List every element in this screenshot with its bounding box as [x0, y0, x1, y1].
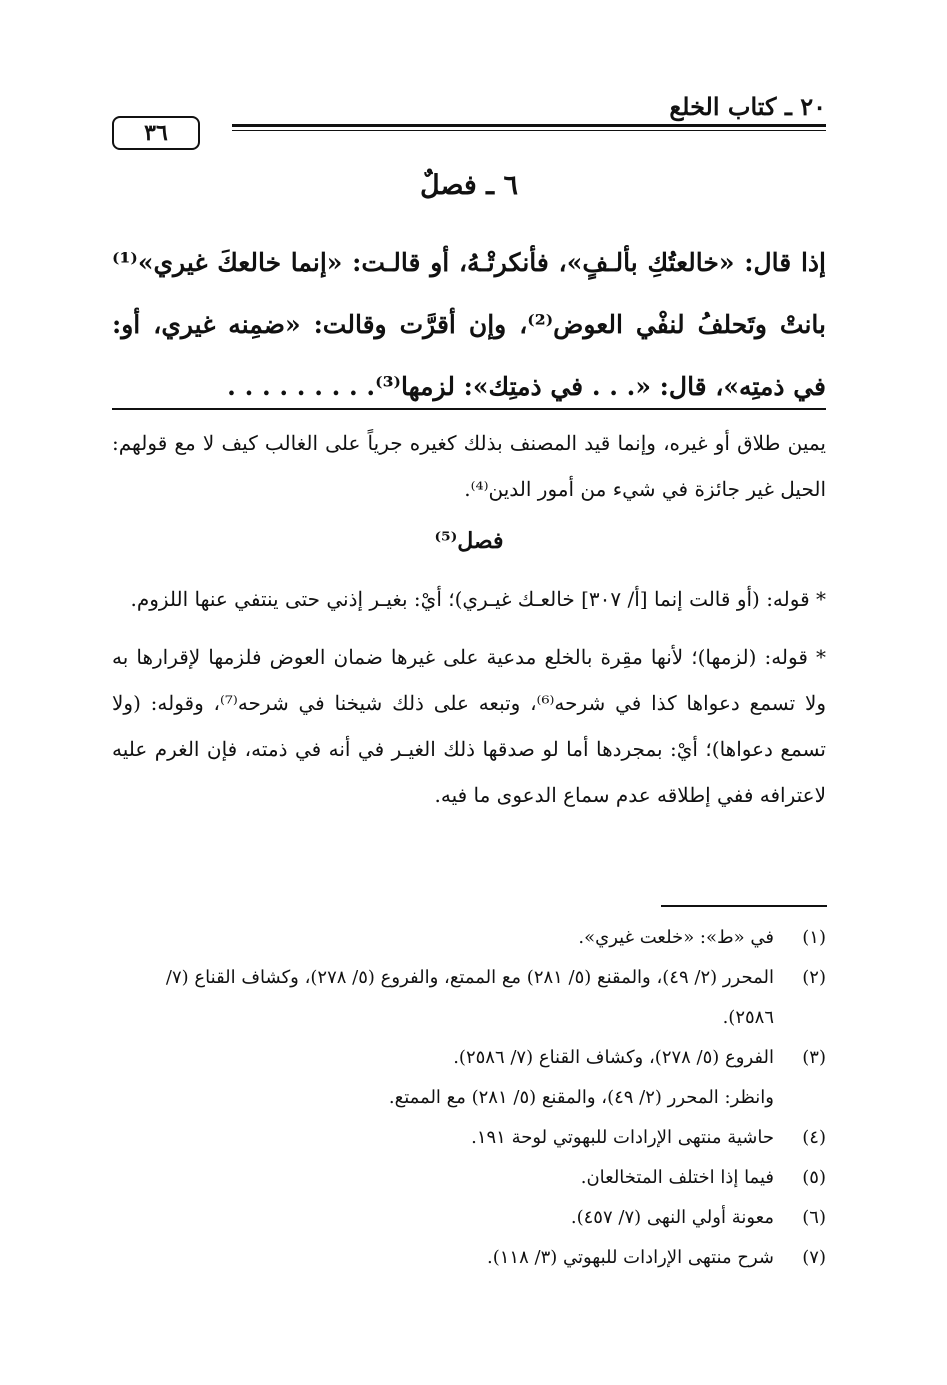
footnote-text: المحرر (٢/ ٤٩)، والمقنع (٥/ ٢٨١) مع الممتع، والفروع (٥/ ٢٧٨)، وكشاف القناع (٧/ ٢٥٨٦).	[165, 967, 774, 1028]
footnote-item	[112, 1038, 826, 1118]
footnote-item	[112, 1158, 826, 1198]
sharh-paragraph-2: * قوله: (أو قالت إنما [أ/ ٣٠٧] خالعـك غيـري)؛ أيْ: بغيـر إذني حتى ينتفي عنها اللزوم.	[130, 587, 826, 611]
header-rule-thick	[232, 124, 826, 127]
footnote-number: (٥)	[802, 1167, 826, 1188]
footnote-number: (٤)	[802, 1127, 826, 1148]
matn-sharh-divider	[112, 408, 826, 410]
sharh-paragraph-3: * قوله: (لزمها)؛ لأنها مقِرة بالخلع مدعية على غيرها ضمان العوض فلزمها لإقرارها به ولا تسمع دعواها كذا في شرحه⁽⁶⁾، وتبعه على ذلك شيخنا في شرحه⁽⁷⁾، وقوله: (ولا تسمع دعواها)؛ أيْ: بمجردها أما لو صدقها ذلك الغيـر في أنه في ذمته، فإن الغرم عليه لاعترافه ففي إطلاقه عدم سماع الدعوى ما فيه.	[112, 645, 827, 807]
footnote-item	[112, 1198, 826, 1238]
running-title: ٢٠ ـ كتاب الخلع	[669, 92, 826, 121]
matn-paragraph: إذا قال: «خالعتُكِ بألـفٍ»، فأنكرتْـهُ، أو قالـت: «إنما خالعكَ غيري»⁽¹⁾ بانتْ وتَحلفُ لنفْي العوض⁽²⁾، وإن أقرَّت وقالت: «ضمِنه غيري، أو: في ذمتِه»، قال: «. . . في ذمتِك»: لزمها⁽³⁾. . . . . . . . .	[112, 248, 826, 401]
footnotes-list	[112, 918, 826, 1278]
section-title: ٦ ـ فصلٌ	[420, 170, 518, 201]
footnote-number: (٧)	[802, 1247, 826, 1268]
matn-text-block	[112, 232, 826, 418]
page-number: ٣٦	[112, 116, 200, 150]
footnote-text: في «ط»: «خلعت غيري».	[578, 927, 774, 948]
sharh-text-block	[112, 420, 826, 818]
page-header	[112, 92, 826, 154]
footnote-number: (١)	[802, 927, 826, 948]
footnote-text: حاشية منتهى الإرادات للبهوتي لوحة ١٩١.	[471, 1127, 774, 1148]
footnote-divider	[661, 905, 827, 907]
footnote-text: الفروع (٥/ ٢٧٨)، وكشاف القناع (٧/ ٢٥٨٦).	[453, 1047, 774, 1068]
footnote-text: معونة أولي النهى (٧/ ٤٥٧).	[570, 1207, 774, 1228]
header-rule-thin	[232, 130, 826, 131]
footnote-text-continued: وانظر: المحرر (٢/ ٤٩)، والمقنع (٥/ ٢٨١) مع الممتع.	[388, 1087, 774, 1108]
footnote-item	[112, 918, 826, 958]
footnote-number: (٢)	[802, 967, 826, 988]
footnote-item	[112, 1118, 826, 1158]
footnote-text: شرح منتهى الإرادات للبهوتي (٣/ ١١٨).	[487, 1247, 774, 1268]
footnote-item	[112, 1238, 826, 1278]
sharh-subheading: فصل⁽⁵⁾	[434, 528, 504, 554]
sharh-paragraph-1: يمين طلاق أو غيره، وإنما قيد المصنف بذلك كغيره جرياً على الغالب كيف لا مع قولهم: الحيل غير جائزة في شيء من أمور الدين⁽⁴⁾.	[112, 431, 826, 501]
footnote-number: (٣)	[802, 1047, 826, 1068]
footnote-item	[112, 958, 826, 1038]
footnote-text: فيما إذا اختلف المتخالعان.	[580, 1167, 774, 1188]
footnote-number: (٦)	[802, 1207, 826, 1228]
